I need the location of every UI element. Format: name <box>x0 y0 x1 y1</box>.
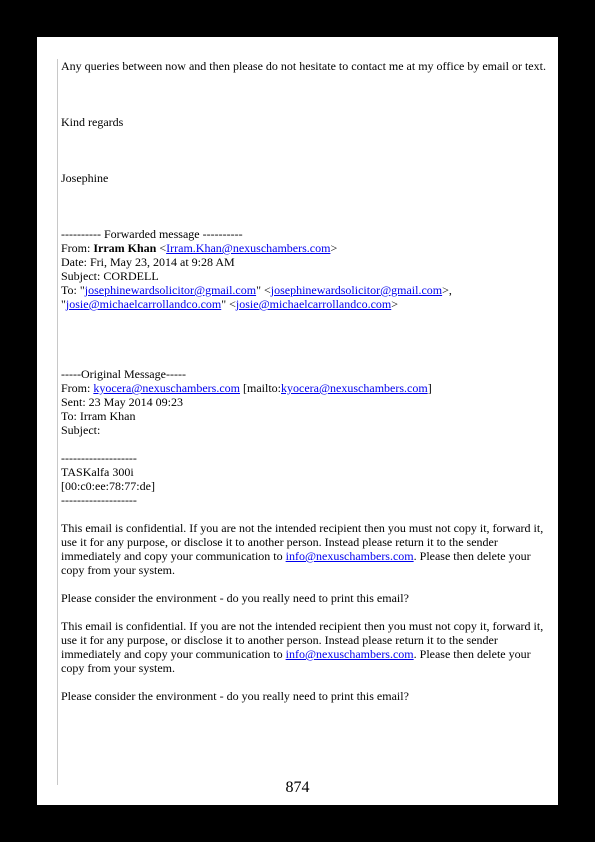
info-email-link-1[interactable]: info@nexuschambers.com <box>285 549 414 563</box>
page-number: 874 <box>285 779 310 796</box>
confidential-notice-2: This email is confidential. If you are not the intended recipient then you must not copy it, forward it, use it for any purpose, or disclose it to another person. Instead please return it to the sender immediately and copy your communication to info@nexuschambers.com. Please then delete your copy from your system. <box>61 619 544 675</box>
environment-notice-1: Please consider the environment - do you really need to print this email? <box>61 591 409 605</box>
forwarded-to: To: "josephinewardsolicitor@gmail.com" <josephinewardsolicitor@gmail.com>, "josie@michaelcarrollandco.com" <josie@michaelcarrollandco.com> <box>61 283 452 311</box>
info-email-link-2[interactable]: info@nexuschambers.com <box>285 647 414 661</box>
to-email-link-1b[interactable]: josephinewardsolicitor@gmail.com <box>270 283 443 297</box>
from-email-link[interactable]: Irram.Khan@nexuschambers.com <box>166 241 331 255</box>
environment-notice-2: Please consider the environment - do you really need to print this email? <box>61 689 409 703</box>
document-page <box>37 37 558 805</box>
device-model: TASKalfa 300i <box>61 465 134 479</box>
original-sent: Sent: 23 May 2014 09:23 <box>61 395 183 409</box>
from-name: Irram Khan <box>93 241 157 255</box>
forwarded-from: From: Irram Khan <Irram.Khan@nexuschambers.com> <box>61 241 338 255</box>
intro-text: Any queries between now and then please do not hesitate to contact me at my office by email or text. <box>61 59 546 73</box>
to-email-link-1[interactable]: josephinewardsolicitor@gmail.com <box>84 283 257 297</box>
closing-text: Kind regards <box>61 115 124 129</box>
device-mac: [00:c0:ee:78:77:de] <box>61 479 155 493</box>
forwarded-header: ---------- Forwarded message ---------- <box>61 227 243 241</box>
signature-text: Josephine <box>61 171 109 185</box>
original-from: From: kyocera@nexuschambers.com [mailto:kyocera@nexuschambers.com] <box>61 381 432 395</box>
forwarded-date: Date: Fri, May 23, 2014 at 9:28 AM <box>61 255 235 269</box>
original-header: -----Original Message----- <box>61 367 186 381</box>
email-body <box>61 59 551 703</box>
forwarded-subject: Subject: CORDELL <box>61 269 159 283</box>
device-rule-bottom: ------------------- <box>61 493 137 507</box>
original-subject: Subject: <box>61 423 101 437</box>
quote-bar <box>57 59 58 785</box>
kyocera-mailto-link[interactable]: kyocera@nexuschambers.com <box>281 381 428 395</box>
to-email-link-2b[interactable]: josie@michaelcarrollandco.com <box>235 297 392 311</box>
to-email-link-2[interactable]: josie@michaelcarrollandco.com <box>65 297 222 311</box>
confidential-notice-1: This email is confidential. If you are not the intended recipient then you must not copy it, forward it, use it for any purpose, or disclose it to another person. Instead please return it to the sender immediately and copy your communication to info@nexuschambers.com. Please then delete your copy from your system. <box>61 521 544 577</box>
original-to: To: Irram Khan <box>61 409 136 423</box>
kyocera-email-link[interactable]: kyocera@nexuschambers.com <box>93 381 241 395</box>
device-rule-top: ------------------- <box>61 451 137 465</box>
